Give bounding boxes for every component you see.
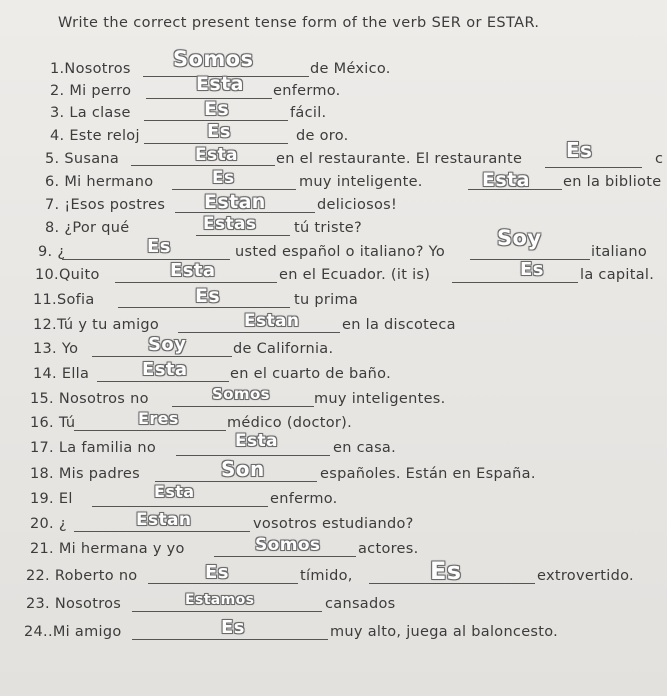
item-14-prompt: 14. Ella [33,366,90,382]
item-11-prompt: 11.Sofia [33,292,95,308]
item-15-blank [172,406,314,407]
item-11-answer: Es [195,285,221,307]
item-9-rest-2: italiano [591,244,648,260]
item-18-answer: Son [221,457,265,481]
item-16-prompt: 16. Tú [30,415,76,431]
item-22-answer: Es [205,562,229,583]
item-17-prompt: 17. La familia no [30,440,157,456]
item-5-blank-2 [545,167,642,168]
item-8-rest: tú triste? [294,220,363,236]
item-18-prompt: 18. Mis padres [30,466,140,482]
item-1-rest: de México. [310,61,391,77]
item-3-prompt: 3. La clase [50,105,131,121]
item-8-prompt: 8. ¿Por qué [45,220,130,236]
item-1-prompt: 1.Nosotros [50,61,131,77]
item-16-blank [74,430,226,431]
item-11-rest: tu prima [294,292,359,308]
item-6-prompt: 6. Mi hermano [45,174,154,190]
item-9-answer-2: Soy [497,226,542,250]
item-17-answer: Esta [235,431,278,451]
item-17-blank [176,455,330,456]
item-4-prompt: 4. Este reloj [50,128,140,144]
item-7-prompt: 7. ¡Esos postres [45,197,166,213]
item-6-rest: muy inteligente. [299,174,423,190]
item-5-rest: en el restaurante. El restaurante [276,151,523,167]
item-21-blank [214,556,356,557]
item-13-blank [92,356,232,357]
item-24-answer: Es [221,617,245,638]
item-22-rest-2: extrovertido. [537,568,634,584]
item-5-answer-2: Es [566,138,593,162]
item-5-answer: Esta [195,145,238,165]
item-13-prompt: 13. Yo [33,341,79,357]
item-6-answer-2: Esta [482,169,530,191]
item-14-rest: en el cuarto de baño. [230,366,391,382]
item-19-blank [92,506,268,507]
item-19-prompt: 19. El [30,491,73,507]
item-10-rest-2: la capital. [580,267,655,283]
item-21-answer: Somos [255,535,321,555]
item-14-blank [97,381,229,382]
item-22-blank [148,583,298,584]
worksheet-title: Write the correct present tense form of the verb SER or ESTAR. [58,15,540,31]
item-4-rest: de oro. [296,128,349,144]
item-5-blank [131,165,275,166]
item-19-rest: enfermo. [270,491,338,507]
item-6-blank [172,189,296,190]
item-15-rest: muy inteligentes. [314,391,446,407]
item-7-answer: Estan [204,191,266,213]
item-6-rest-2: en la bibliote [563,174,662,190]
item-19-answer: Esta [154,482,195,501]
item-24-rest: muy alto, juega al baloncesto. [330,624,559,640]
item-20-answer: Estan [136,510,192,530]
item-7-rest: deliciosos! [317,197,398,213]
item-20-blank [74,531,250,532]
item-4-blank [144,143,288,144]
item-2-answer: Esta [196,73,244,95]
item-18-rest: españoles. Están en España. [320,466,536,482]
item-10-rest: en el Ecuador. (it is) [279,267,431,283]
item-10-answer: Esta [170,260,216,281]
item-9-rest: usted español o italiano? Yo [235,244,446,260]
item-10-answer-2: Es [520,259,544,280]
item-5-prompt: 5. Susana [45,151,120,167]
item-22-answer-2: Es [430,557,462,585]
item-12-blank [178,332,340,333]
item-3-answer: Es [204,98,230,120]
item-24-prompt: 24..Mi amigo [24,624,122,640]
item-21-prompt: 21. Mi hermana y yo [30,541,185,557]
item-3-rest: fácil. [290,105,327,121]
item-20-rest: vosotros estudiando? [253,516,414,532]
item-14-answer: Esta [142,359,188,380]
item-4-answer: Es [207,121,231,142]
item-10-blank-2 [452,282,578,283]
item-17-rest: en casa. [333,440,397,456]
item-8-blank [196,235,290,236]
item-6-answer: Es [212,168,235,188]
item-12-answer: Estan [244,311,300,331]
item-20-prompt: 20. ¿ [30,516,67,532]
item-1-answer: Somos [173,47,254,71]
item-12-rest: en la discoteca [342,317,456,333]
item-9-answer: Es [147,236,171,257]
item-16-rest: médico (doctor). [227,415,353,431]
item-2-rest: enfermo. [273,83,341,99]
item-15-prompt: 15. Nosotros no [30,391,149,407]
item-23-blank [132,611,322,612]
item-15-answer: Somos [212,385,270,403]
item-10-blank [115,282,277,283]
item-8-answer: Estas [203,214,257,234]
item-23-rest: cansados [325,596,396,612]
item-23-answer: Estamos [185,592,255,608]
item-22-rest: tímido, [300,568,353,584]
item-12-prompt: 12.Tú y tu amigo [33,317,160,333]
item-10-prompt: 10.Quito [35,267,100,283]
item-23-prompt: 23. Nosotros [26,596,122,612]
item-22-prompt: 22. Roberto no [26,568,138,584]
item-11-blank [118,307,290,308]
item-24-blank [132,639,328,640]
item-5-rest-2: c [655,151,664,167]
item-13-rest: de California. [233,341,334,357]
item-16-answer: Eres [138,409,179,428]
item-21-rest: actores. [358,541,419,557]
item-2-prompt: 2. Mi perro [50,83,132,99]
item-9-prompt: 9. ¿ [38,244,66,260]
item-13-answer: Soy [148,334,187,355]
